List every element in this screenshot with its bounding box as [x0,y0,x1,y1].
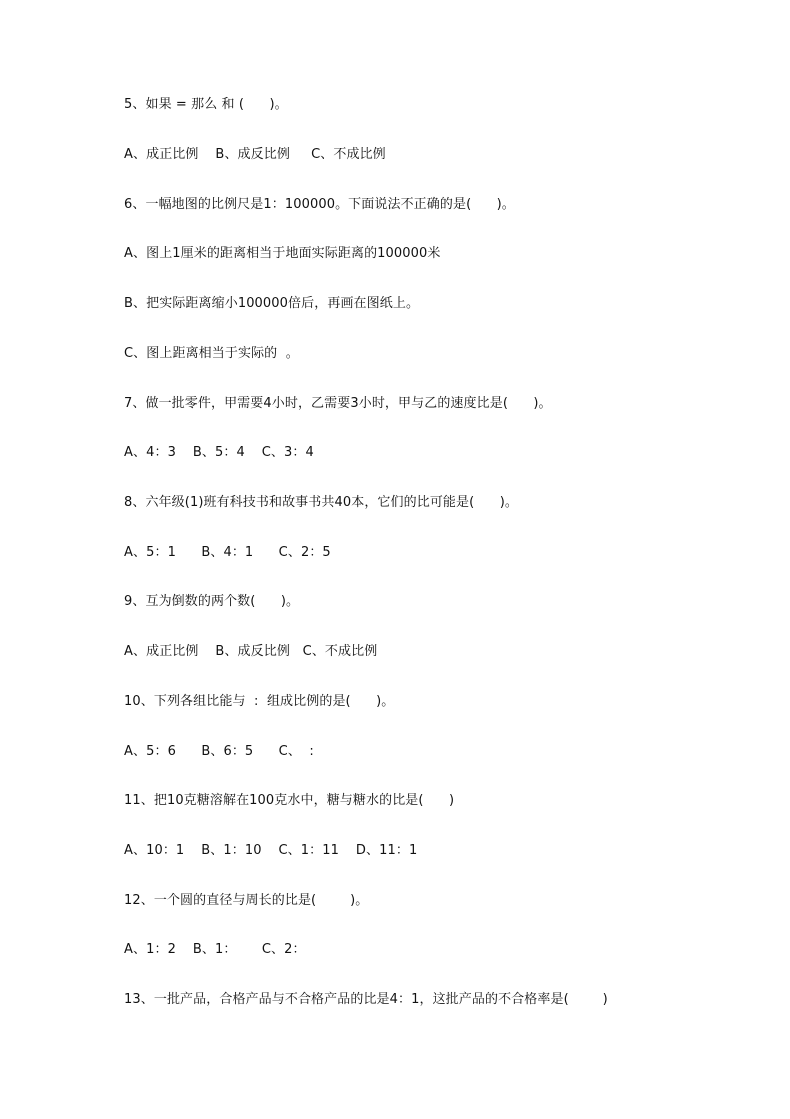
question-11-text: 11、把10克糖溶解在100克水中，糖与糖水的比是( ) [124,793,455,808]
question-8-options: A、5：1 B、4：1 C、2：5 [124,545,331,560]
question-8-text: 8、六年级(1)班有科技书和故事书共40本，它们的比可能是( )。 [124,495,518,510]
question-11-options: A、10：1 B、1：10 C、1：11 D、11：1 [124,843,418,858]
question-12-options: A、1：2 B、1： C、2： [124,942,306,957]
question-6-option-b: B、把实际距离缩小100000倍后，再画在图纸上。 [124,296,420,311]
question-6-option-c: C、图上距离相当于实际的 。 [124,346,299,361]
question-9-options: A、成正比例 B、成反比例 C、不成比例 [124,644,378,659]
question-6-option-a: A、图上1厘米的距离相当于地面实际距离的100000米 [124,246,441,261]
question-5-options: A、成正比例 B、成反比例 C、不成比例 [124,147,386,162]
question-7-options: A、4：3 B、5：4 C、3：4 [124,445,314,460]
question-13-text: 13、一批产品，合格产品与不合格产品的比是4：1，这批产品的不合格率是( ) [124,992,608,1007]
question-12-text: 12、一个圆的直径与周长的比是( )。 [124,893,369,908]
question-5-text: 5、如果 = 那么 和 ( )。 [124,97,288,112]
question-9-text: 9、互为倒数的两个数( )。 [124,594,300,609]
question-6-text: 6、一幅地图的比例尺是1：100000。下面说法不正确的是( )。 [124,197,515,212]
question-10-options: A、5：6 B、6：5 C、 : [124,744,314,759]
question-7-text: 7、做一批零件，甲需要4小时，乙需要3小时，甲与乙的速度比是( )。 [124,396,552,411]
question-10-text: 10、下列各组比能与 : 组成比例的是( )。 [124,694,395,709]
